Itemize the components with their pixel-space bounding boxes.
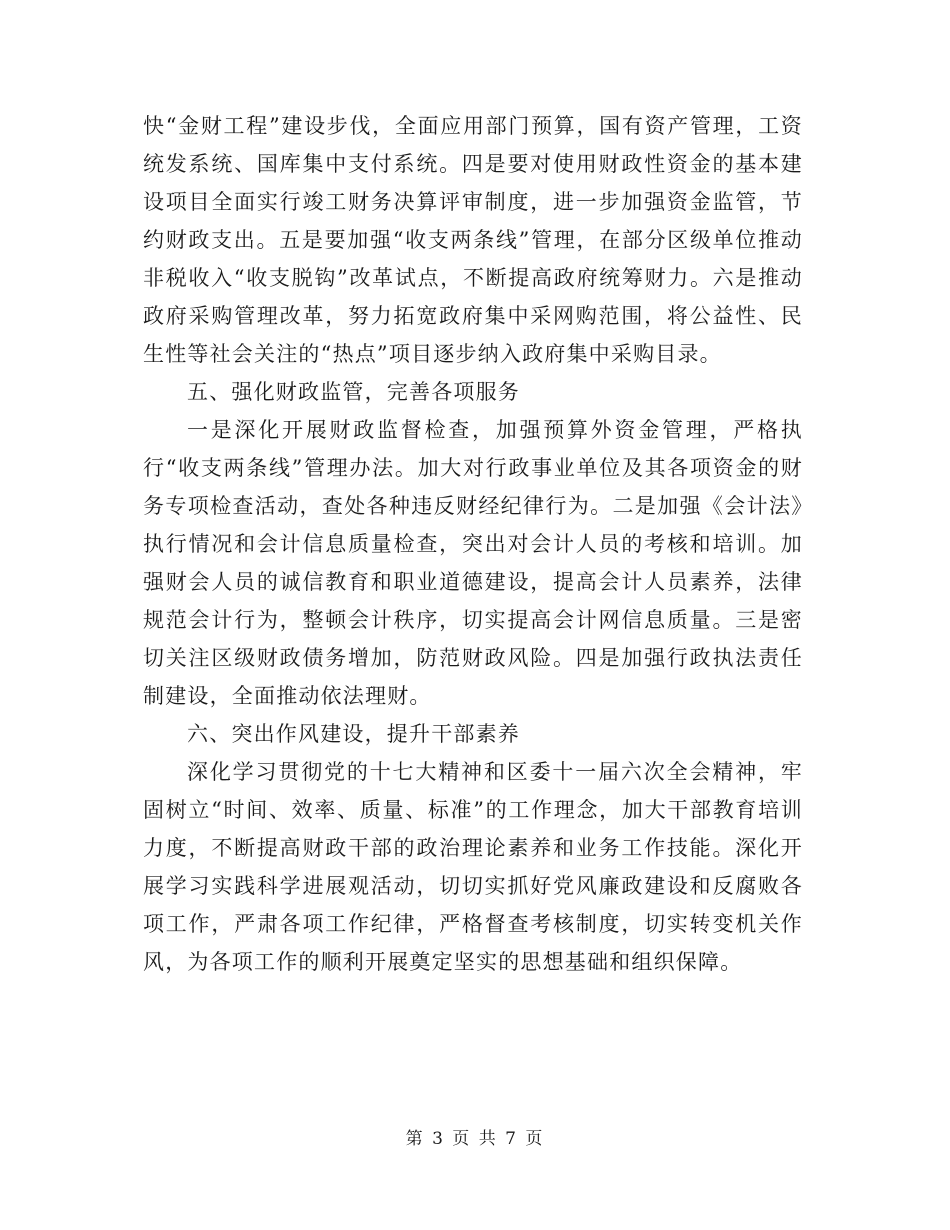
section-heading-5: 五、强化财政监管，完善各项服务 [187, 380, 520, 404]
document-body [143, 107, 803, 981]
page-number-footer: 第 3 页 共 7 页 [405, 1129, 545, 1149]
paragraph-section-6: 深化学习贯彻党的十七大精神和区委十一届六次全会精神，牢固树立“时间、效率、质量、标准”的工作理念，加大干部教育培训力度，不断提高财政干部的政治理论素养和业务工作技能。深化开展学习实践科学进展观活动，切切实抓好党风廉政建设和反腐败各项工作，严肃各项工作纪律，严格督查考核制度，切实转变机关作风，为各项工作的顺利开展奠定坚实的思想基础和组织保障。 [143, 760, 803, 974]
paragraph-continuation: 快“金财工程”建设步伐，全面应用部门预算，国有资产管理，工资统发系统、国库集中支付系统。四是要对使用财政性资金的基本建设项目全面实行竣工财务决算评审制度，进一步加强资金监管，节约财政支出。五是要加强“收支两条线”管理，在部分区级单位推动非税收入“收支脱钩”改革试点，不断提高政府统筹财力。六是推动政府采购管理改革，努力拓宽政府集中采网购范围，将公益性、民生性等社会关注的“热点”项目逐步纳入政府集中采购目录。 [143, 114, 803, 366]
section-heading-6: 六、突出作风建设，提升干部素养 [187, 722, 520, 746]
paragraph-section-5: 一是深化开展财政监督检查，加强预算外资金管理，严格执行“收支两条线”管理办法。加大对行政事业单位及其各项资金的财务专项检查活动，查处各种违反财经纪律行为。二是加强《会计法》执行情况和会计信息质量检查，突出对会计人员的考核和培训。加强财会人员的诚信教育和职业道德建设，提高会计人员素养，法律规范会计行为，整顿会计秩序，切实提高会计网信息质量。三是密切关注区级财政债务增加，防范财政风险。四是加强行政执法责任制建设，全面推动依法理财。 [143, 418, 803, 708]
